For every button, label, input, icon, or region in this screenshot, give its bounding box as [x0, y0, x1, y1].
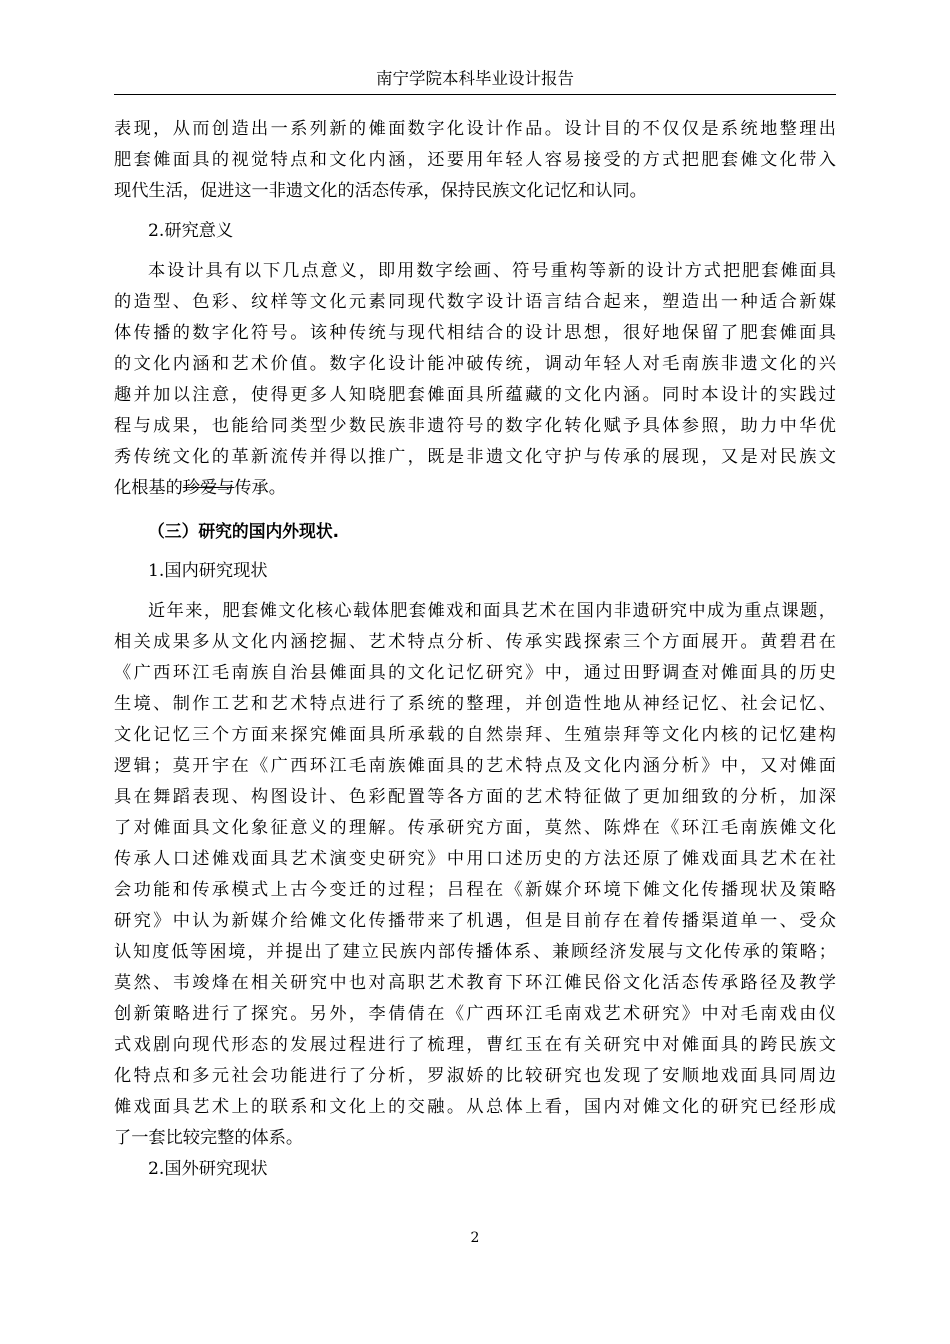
text-line: 相关成果多从文化内涵挖掘、艺术特点分析、传承实践探索三个方面展开。黄碧君在 — [114, 632, 836, 652]
text-line: 化特点和多元社会功能进行了分析，罗淑娇的比较研究也发现了安顺地戏面具同周边 — [114, 1066, 836, 1086]
header-divider — [114, 94, 836, 95]
text-segment: 传承。 — [234, 478, 286, 498]
struck-text: 珍爱与 — [182, 478, 235, 498]
text-line: 研究》中认为新媒介给傩文化传播带来了机遇，但是目前存在着传播渠道单一、受众 — [114, 911, 836, 931]
page-number: 2 — [470, 1230, 480, 1246]
text-line: 逻辑；莫开宇在《广西环江毛南族傩面具的艺术特点及文化内涵分析》中，又对傩面 — [114, 756, 836, 776]
text-line: 会功能和传承模式上古今变迁的过程；吕程在《新媒介环境下傩文化传播现状及策略 — [114, 880, 836, 900]
text-line: 生境、制作工艺和艺术特点进行了系统的整理，并创造性地从神经记忆、社会记忆、 — [114, 694, 836, 714]
text-line: 体传播的数字化符号。该种传统与现代相结合的设计思想，很好地保留了肥套傩面具 — [114, 323, 836, 343]
text-line: 的造型、色彩、纹样等文化元素同现代数字设计语言结合起来，塑造出一种适合新媒 — [114, 292, 836, 312]
text-line: 式戏剧向现代形态的发展过程进行了梳理，曹红玉在有关研究中对傩面具的跨民族文 — [114, 1035, 836, 1055]
paragraph-research-significance — [114, 256, 836, 504]
text-line: 了对傩面具文化象征意义的理解。传承研究方面，莫然、陈烨在《环江毛南族傩文化 — [114, 818, 836, 838]
text-line: 文化记忆三个方面来探究傩面具所承载的自然崇拜、生殖崇拜等文化内核的记忆建构 — [114, 725, 836, 745]
heading-research-status: （三）研究的国内外现状. — [148, 521, 339, 541]
text-line: 具在舞蹈表现、构图设计、色彩配置等各方面的艺术特征做了更加细致的分析，加深 — [114, 787, 836, 807]
text-line: 了一套比较完整的体系。 — [114, 1128, 304, 1148]
heading-foreign-status: 2.国外研究现状 — [148, 1159, 268, 1179]
heading-research-significance: 2.研究意义 — [148, 221, 234, 241]
page-header-title: 南宁学院本科毕业设计报告 — [376, 69, 574, 88]
text-line: 程与成果，也能给同类型少数民族非遗符号的数字化转化赋予具体参照，助力中华优 — [114, 416, 836, 436]
text-line: 傩戏面具艺术上的联系和文化上的交融。从总体上看，国内对傩文化的研究已经形成 — [114, 1097, 836, 1117]
text-line: 秀传统文化的革新流传并得以推广，既是非遗文化守护与传承的展现，又是对民族文 — [114, 447, 836, 467]
text-line: 近年来，肥套傩文化核心载体肥套傩戏和面具艺术在国内非遗研究中成为重点课题， — [148, 601, 836, 621]
text-line: 本设计具有以下几点意义，即用数字绘画、符号重构等新的设计方式把肥套傩面具 — [148, 261, 836, 281]
text-line: 趣并加以注意，使得更多人知晓肥套傩面具所蕴藏的文化内涵。同时本设计的实践过 — [114, 385, 836, 405]
text-line: 《广西环江毛南族自治县傩面具的文化记忆研究》中，通过田野调查对傩面具的历史 — [114, 663, 836, 683]
text-line: 的文化内涵和艺术价值。数字化设计能冲破传统，调动年轻人对毛南族非遗文化的兴 — [114, 354, 836, 374]
text-line: 表现，从而创造出一系列新的傩面数字化设计作品。设计目的不仅仅是系统地整理出 — [114, 119, 836, 139]
text-line: 莫然、韦竣烽在相关研究中也对高职艺术教育下环江傩民俗文化活态传承路径及教学 — [114, 973, 836, 993]
text-line: 创新策略进行了探究。另外，李倩倩在《广西环江毛南戏艺术研究》中对毛南戏由仪 — [114, 1004, 836, 1024]
paragraph-domestic-status — [114, 596, 836, 1154]
text-segment: 化根基的 — [114, 478, 183, 498]
text-line — [114, 473, 836, 504]
text-line: 现代生活，促进这一非遗文化的活态传承，保持民族文化记忆和认同。 — [114, 181, 647, 201]
heading-domestic-status: 1.国内研究现状 — [148, 561, 268, 581]
text-line: 肥套傩面具的视觉特点和文化内涵，还要用年轻人容易接受的方式把肥套傩文化带入 — [114, 150, 836, 170]
paragraph-purpose-continued — [114, 114, 836, 207]
document-body — [114, 114, 836, 1185]
text-line: 认知度低等困境，并提出了建立民族内部传播体系、兼顾经济发展与文化传承的策略； — [114, 942, 836, 962]
text-line: 传承人口述傩戏面具艺术演变史研究》中用口述历史的方法还原了傩戏面具艺术在社 — [114, 849, 836, 869]
